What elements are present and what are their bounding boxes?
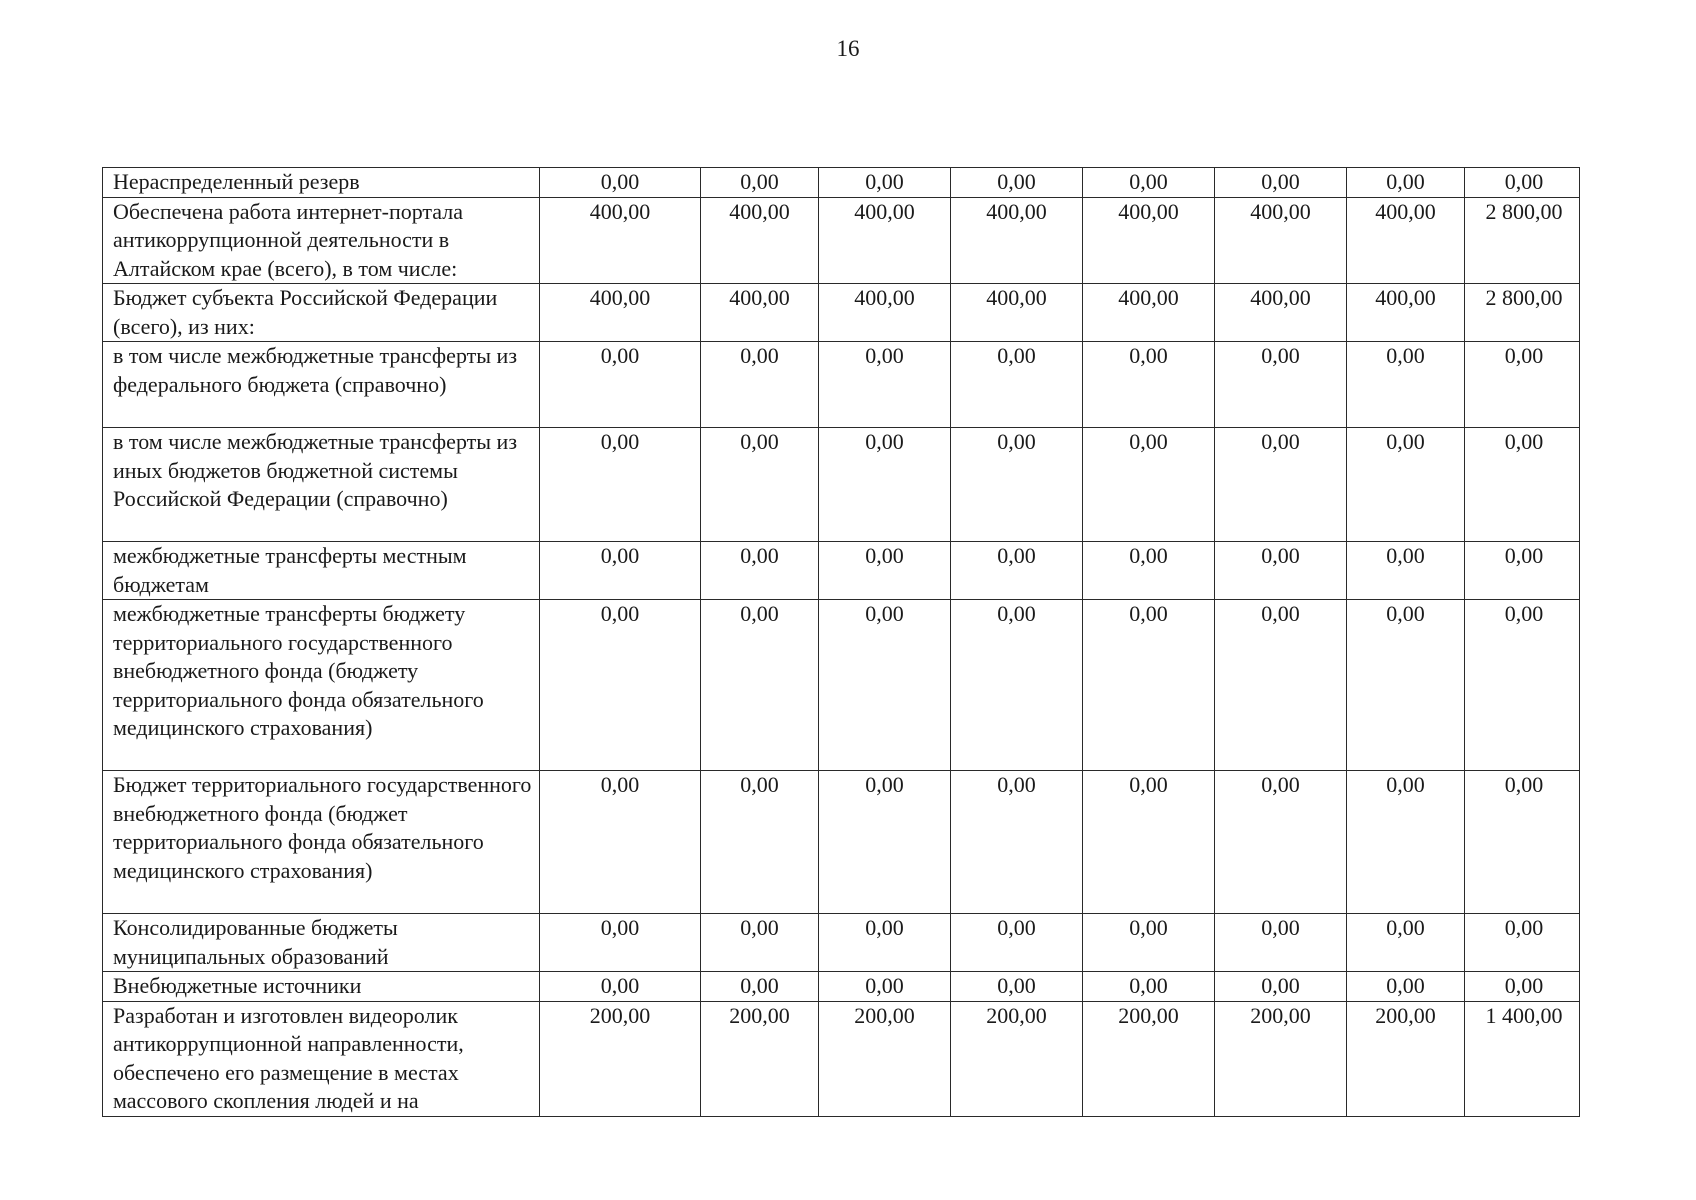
value-cell: 0,00 <box>951 972 1083 1002</box>
value-cell: 400,00 <box>951 284 1083 342</box>
value-cell: 0,00 <box>951 771 1083 914</box>
row-label: Консолидированные бюджеты муниципальных образований <box>103 914 540 972</box>
value-cell: 0,00 <box>540 542 701 600</box>
value-cell: 0,00 <box>819 168 951 198</box>
value-cell: 0,00 <box>1215 600 1347 771</box>
value-cell: 0,00 <box>1083 600 1215 771</box>
total-cell: 0,00 <box>1465 542 1580 600</box>
value-cell: 0,00 <box>1215 168 1347 198</box>
row-label: межбюджетные трансферты местным бюджетам <box>103 542 540 600</box>
table-row <box>103 771 1580 914</box>
value-cell: 0,00 <box>1083 168 1215 198</box>
row-label: Нераспределенный резерв <box>103 168 540 198</box>
value-cell: 0,00 <box>540 428 701 542</box>
value-cell: 0,00 <box>1347 342 1465 428</box>
value-cell: 0,00 <box>701 428 819 542</box>
value-cell: 0,00 <box>819 428 951 542</box>
total-cell: 2 800,00 <box>1465 284 1580 342</box>
value-cell: 0,00 <box>951 342 1083 428</box>
value-cell: 400,00 <box>1215 284 1347 342</box>
value-cell: 400,00 <box>701 197 819 284</box>
value-cell: 0,00 <box>1347 542 1465 600</box>
row-label: межбюджетные трансферты бюджету территориального государственного внебюджетного фонда (бюджету территориального фонда обязательного медицинского страхования) <box>103 600 540 771</box>
value-cell: 400,00 <box>540 284 701 342</box>
value-cell: 0,00 <box>540 914 701 972</box>
value-cell: 200,00 <box>951 1001 1083 1116</box>
table-row <box>103 197 1580 284</box>
total-cell: 2 800,00 <box>1465 197 1580 284</box>
value-cell: 0,00 <box>1347 168 1465 198</box>
value-cell: 0,00 <box>1083 428 1215 542</box>
value-cell: 0,00 <box>951 542 1083 600</box>
value-cell: 0,00 <box>1215 342 1347 428</box>
row-label: Внебюджетные источники <box>103 972 540 1002</box>
value-cell: 0,00 <box>1083 972 1215 1002</box>
value-cell: 0,00 <box>1083 914 1215 972</box>
value-cell: 0,00 <box>819 972 951 1002</box>
value-cell: 400,00 <box>1083 197 1215 284</box>
total-cell: 0,00 <box>1465 168 1580 198</box>
value-cell: 0,00 <box>951 914 1083 972</box>
value-cell: 0,00 <box>1215 914 1347 972</box>
table-row <box>103 284 1580 342</box>
value-cell: 200,00 <box>540 1001 701 1116</box>
total-cell: 1 400,00 <box>1465 1001 1580 1116</box>
row-label: Разработан и изготовлен видеоролик антикоррупционной направленности, обеспечено его размещение в местах массового скопления людей и на <box>103 1001 540 1116</box>
value-cell: 0,00 <box>819 914 951 972</box>
table-row <box>103 600 1580 771</box>
total-cell: 0,00 <box>1465 600 1580 771</box>
value-cell: 0,00 <box>1347 914 1465 972</box>
value-cell: 0,00 <box>540 771 701 914</box>
value-cell: 200,00 <box>819 1001 951 1116</box>
total-cell: 0,00 <box>1465 342 1580 428</box>
row-label: в том числе межбюджетные трансферты из федерального бюджета (справочно) <box>103 342 540 428</box>
value-cell: 0,00 <box>540 168 701 198</box>
row-label: Бюджет территориального государственного внебюджетного фонда (бюджет территориального фонда обязательного медицинского страхования) <box>103 771 540 914</box>
total-cell: 0,00 <box>1465 914 1580 972</box>
value-cell: 0,00 <box>1347 428 1465 542</box>
value-cell: 0,00 <box>1347 771 1465 914</box>
value-cell: 400,00 <box>819 284 951 342</box>
table-row <box>103 972 1580 1002</box>
value-cell: 200,00 <box>701 1001 819 1116</box>
value-cell: 0,00 <box>1083 342 1215 428</box>
value-cell: 0,00 <box>701 600 819 771</box>
value-cell: 200,00 <box>1215 1001 1347 1116</box>
value-cell: 0,00 <box>1347 972 1465 1002</box>
value-cell: 0,00 <box>1215 542 1347 600</box>
value-cell: 400,00 <box>701 284 819 342</box>
value-cell: 0,00 <box>819 600 951 771</box>
value-cell: 0,00 <box>701 542 819 600</box>
value-cell: 0,00 <box>701 342 819 428</box>
value-cell: 0,00 <box>701 168 819 198</box>
value-cell: 0,00 <box>951 168 1083 198</box>
table-row <box>103 428 1580 542</box>
table-row <box>103 168 1580 198</box>
table-row <box>103 914 1580 972</box>
row-label: Бюджет субъекта Российской Федерации (всего), из них: <box>103 284 540 342</box>
value-cell: 0,00 <box>951 428 1083 542</box>
table-row <box>103 542 1580 600</box>
total-cell: 0,00 <box>1465 428 1580 542</box>
table-row <box>103 342 1580 428</box>
value-cell: 0,00 <box>1083 771 1215 914</box>
value-cell: 0,00 <box>819 542 951 600</box>
value-cell: 400,00 <box>819 197 951 284</box>
value-cell: 200,00 <box>1083 1001 1215 1116</box>
table-row <box>103 1001 1580 1116</box>
value-cell: 0,00 <box>1215 972 1347 1002</box>
value-cell: 0,00 <box>819 771 951 914</box>
value-cell: 0,00 <box>540 972 701 1002</box>
value-cell: 200,00 <box>1347 1001 1465 1116</box>
value-cell: 0,00 <box>701 972 819 1002</box>
row-label: Обеспечена работа интернет-портала антикоррупционной деятельности в Алтайском крае (всего), в том числе: <box>103 197 540 284</box>
budget-table <box>102 167 1580 1117</box>
value-cell: 400,00 <box>951 197 1083 284</box>
total-cell: 0,00 <box>1465 972 1580 1002</box>
value-cell: 400,00 <box>1083 284 1215 342</box>
total-cell: 0,00 <box>1465 771 1580 914</box>
value-cell: 0,00 <box>1347 600 1465 771</box>
page-number: 16 <box>836 36 860 61</box>
value-cell: 0,00 <box>1215 771 1347 914</box>
value-cell: 0,00 <box>701 914 819 972</box>
value-cell: 0,00 <box>540 342 701 428</box>
value-cell: 400,00 <box>1215 197 1347 284</box>
value-cell: 0,00 <box>1215 428 1347 542</box>
value-cell: 400,00 <box>1347 284 1465 342</box>
value-cell: 0,00 <box>1083 542 1215 600</box>
value-cell: 400,00 <box>1347 197 1465 284</box>
value-cell: 0,00 <box>701 771 819 914</box>
value-cell: 0,00 <box>540 600 701 771</box>
value-cell: 0,00 <box>951 600 1083 771</box>
value-cell: 400,00 <box>540 197 701 284</box>
row-label: в том числе межбюджетные трансферты из иных бюджетов бюджетной системы Российской Федерации (справочно) <box>103 428 540 542</box>
value-cell: 0,00 <box>819 342 951 428</box>
